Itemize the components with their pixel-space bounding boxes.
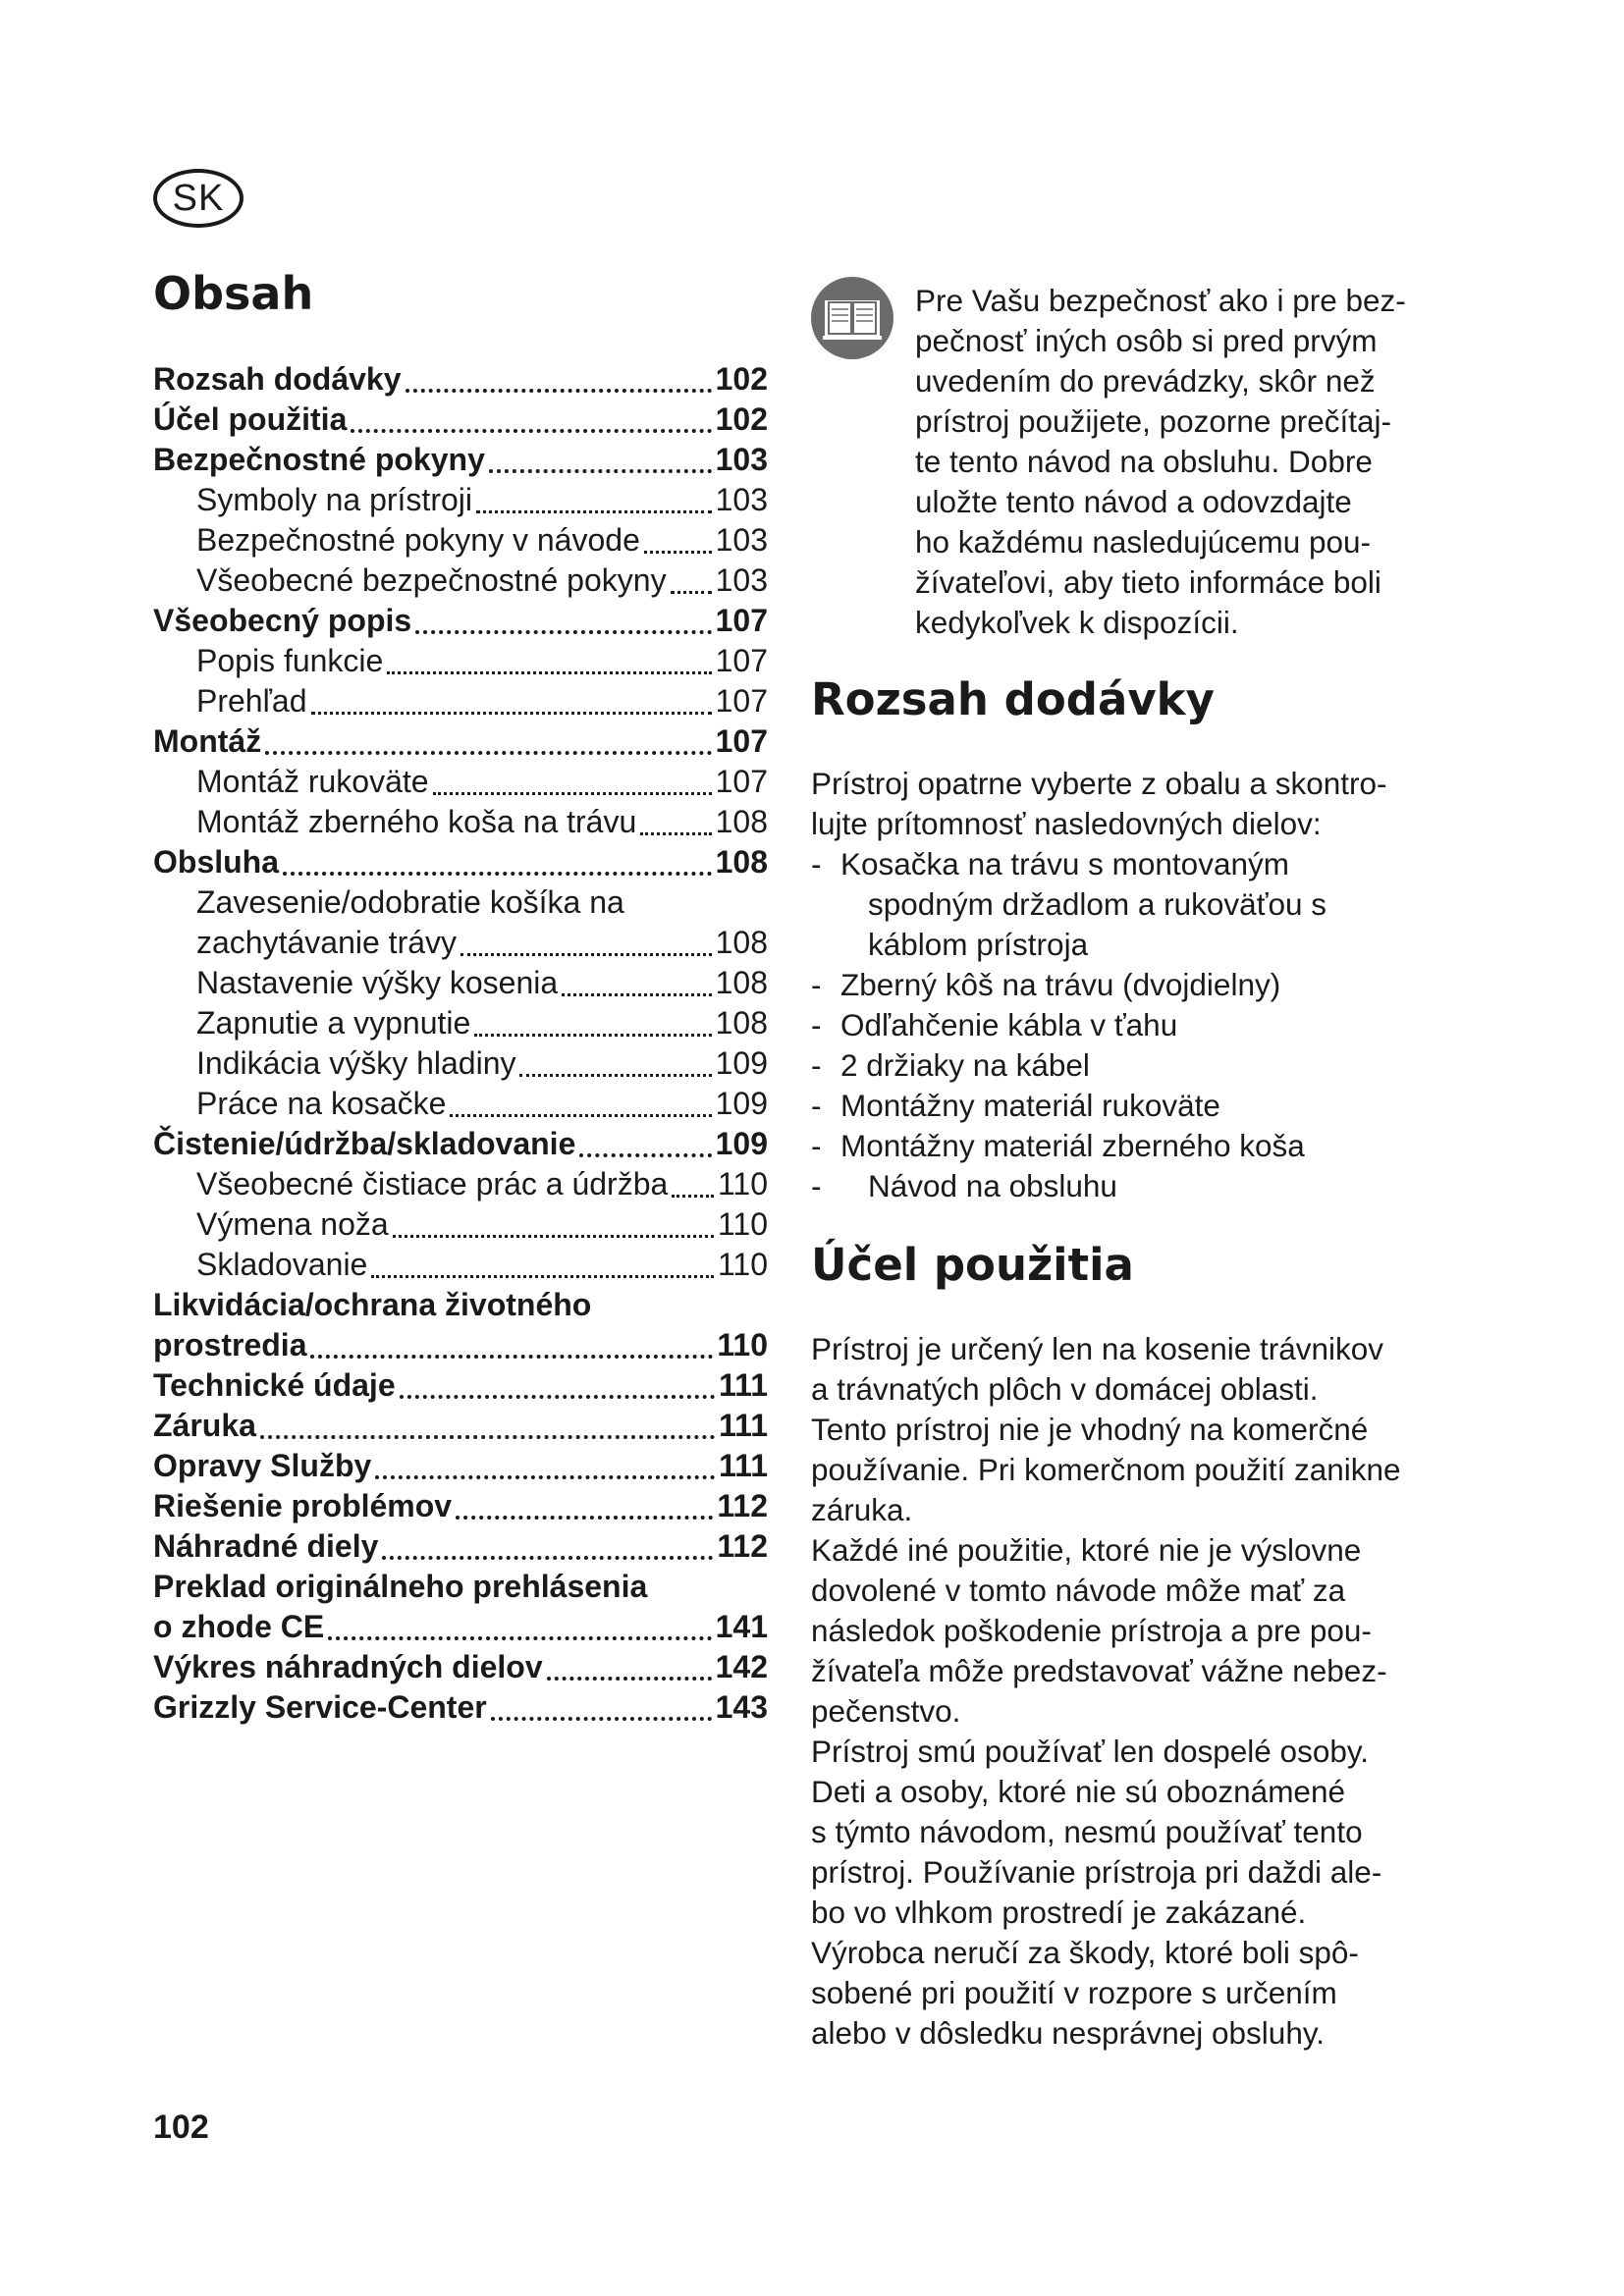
list-item: - Montážny materiál rukoväte bbox=[811, 1086, 1439, 1126]
toc-subentry[interactable]: Montáž zberného koša na trávu 108 bbox=[196, 804, 768, 839]
toc-entry[interactable]: Rozsah dodávky 102 bbox=[153, 361, 768, 397]
toc-subentry[interactable]: Všeobecné bezpečnostné pokyny 103 bbox=[196, 562, 768, 598]
toc-subentry[interactable]: zachytávanie trávy 108 bbox=[196, 925, 768, 960]
toc-entry[interactable]: Opravy Služby 111 bbox=[153, 1448, 768, 1483]
toc-subentry[interactable]: Indikácia výšky hladiny 109 bbox=[196, 1045, 768, 1081]
purpose-text: Prístroj je určený len na kosenie trávnikov a trávnatých plôch v domácej oblasti. Tento prístroj nie je vhodný na komerčné používanie. Pri komerčnom použití zanikne záruka. Každé iné použitie, ktoré nie je výslovne dovolené v tomto návode môže mať za následok poškodenie prístroja a pre pou- žívateľa môže predstavovať vážne nebez- pečenstvo. Prístroj smú používať len dospelé osoby. Deti a osoby, ktoré nie sú oboznámené s týmto návodom, nesmú používať tento prístroj. Používanie prístroja pri daždi ale- bo vo vlhkom prostredí je zakázané. Výrobca neručí za škody, ktoré boli spô- sobené pri použití v rozpore s určením alebo v dôsledku nesprávnej obsluhy. bbox=[811, 1331, 1401, 2051]
toc-subentry[interactable]: Popis funkcie 107 bbox=[196, 643, 768, 678]
toc-subentry[interactable]: Prehľad 107 bbox=[196, 683, 768, 719]
toc-entry[interactable]: Účel použitia 102 bbox=[153, 401, 768, 437]
toc-entry[interactable]: Grizzly Service-Center 143 bbox=[153, 1689, 768, 1725]
list-item: káblom prístroja bbox=[868, 927, 1089, 962]
toc-entry[interactable]: prostredia 110 bbox=[153, 1327, 768, 1362]
toc-subentry[interactable]: Symboly na prístroji 103 bbox=[196, 482, 768, 517]
toc-entry[interactable]: Náhradné diely 112 bbox=[153, 1528, 768, 1564]
table-of-contents bbox=[153, 361, 768, 1730]
toc-subentry[interactable]: Práce na kosačke 109 bbox=[196, 1086, 768, 1121]
section-title-scope: Rozsah dodávky bbox=[811, 673, 1215, 725]
toc-entry[interactable]: Montáž 107 bbox=[153, 723, 768, 759]
list-item: - Odľahčenie kábla v ťahu bbox=[811, 1005, 1439, 1045]
toc-entry[interactable]: Všeobecný popis 107 bbox=[153, 603, 768, 638]
page-number: 102 bbox=[153, 2109, 209, 2146]
toc-entry[interactable]: Likvidácia/ochrana životného bbox=[153, 1287, 592, 1322]
toc-entry[interactable]: Čistenie/údržba/skladovanie 109 bbox=[153, 1126, 768, 1161]
language-badge: SK bbox=[153, 169, 244, 228]
toc-entry[interactable]: Obsluha 108 bbox=[153, 844, 768, 880]
toc-entry[interactable]: Výkres náhradných dielov 142 bbox=[153, 1649, 768, 1684]
list-item: - Návod na obsluhu bbox=[811, 1166, 1439, 1206]
toc-entry[interactable]: Riešenie problémov 112 bbox=[153, 1488, 768, 1523]
toc-entry[interactable]: Preklad originálneho prehlásenia bbox=[153, 1569, 648, 1604]
toc-subentry[interactable]: Zavesenie/odobratie košíka na bbox=[196, 884, 624, 920]
book-icon bbox=[811, 277, 893, 359]
toc-subentry[interactable]: Skladovanie 110 bbox=[196, 1247, 768, 1282]
toc-entry[interactable]: Záruka 111 bbox=[153, 1408, 768, 1443]
toc-subentry[interactable]: Bezpečnostné pokyny v návode 103 bbox=[196, 522, 768, 558]
toc-entry[interactable]: Bezpečnostné pokyny 103 bbox=[153, 442, 768, 477]
list-item: - Zberný kôš na trávu (dvojdielny) bbox=[811, 965, 1439, 1005]
toc-subentry[interactable]: Všeobecné čistiace prác a údržba 110 bbox=[196, 1166, 768, 1201]
section-title-purpose: Účel použitia bbox=[811, 1239, 1134, 1291]
toc-subentry[interactable]: Výmena noža 110 bbox=[196, 1206, 768, 1242]
list-item: - 2 držiaky na kábel bbox=[811, 1045, 1439, 1086]
toc-subentry[interactable]: Zapnutie a vypnutie 108 bbox=[196, 1005, 768, 1041]
toc-entry[interactable]: o zhode CE 141 bbox=[153, 1609, 768, 1644]
toc-entry[interactable]: Technické údaje 111 bbox=[153, 1367, 768, 1403]
list-item: - Kosačka na trávu s montovaným bbox=[811, 844, 1439, 884]
toc-title: Obsah bbox=[153, 267, 314, 320]
scope-list bbox=[811, 844, 1439, 1206]
list-item: spodným držadlom a rukoväťou s bbox=[868, 886, 1327, 922]
list-item: - Montážny materiál zberného koša bbox=[811, 1126, 1439, 1166]
scope-intro: Prístroj opatrne vyberte z obalu a skontro- lujte prítomnosť nasledovných dielov: bbox=[811, 766, 1387, 841]
safety-note: Pre Vašu bezpečnosť ako i pre bez- pečnosť iných osôb si pred prvým uvedením do prevádzky, skôr než prístroj použijete, pozorne prečítaj- te tento návod na obsluhu. Dobre uložte tento návod a odovzdajte ho každému nasledujúcemu pou- žívateľovi, aby tieto informáce boli kedykoľvek k dispozícii. bbox=[915, 283, 1406, 640]
toc-subentry[interactable]: Montáž rukoväte 107 bbox=[196, 764, 768, 799]
toc-subentry[interactable]: Nastavenie výšky kosenia 108 bbox=[196, 965, 768, 1000]
